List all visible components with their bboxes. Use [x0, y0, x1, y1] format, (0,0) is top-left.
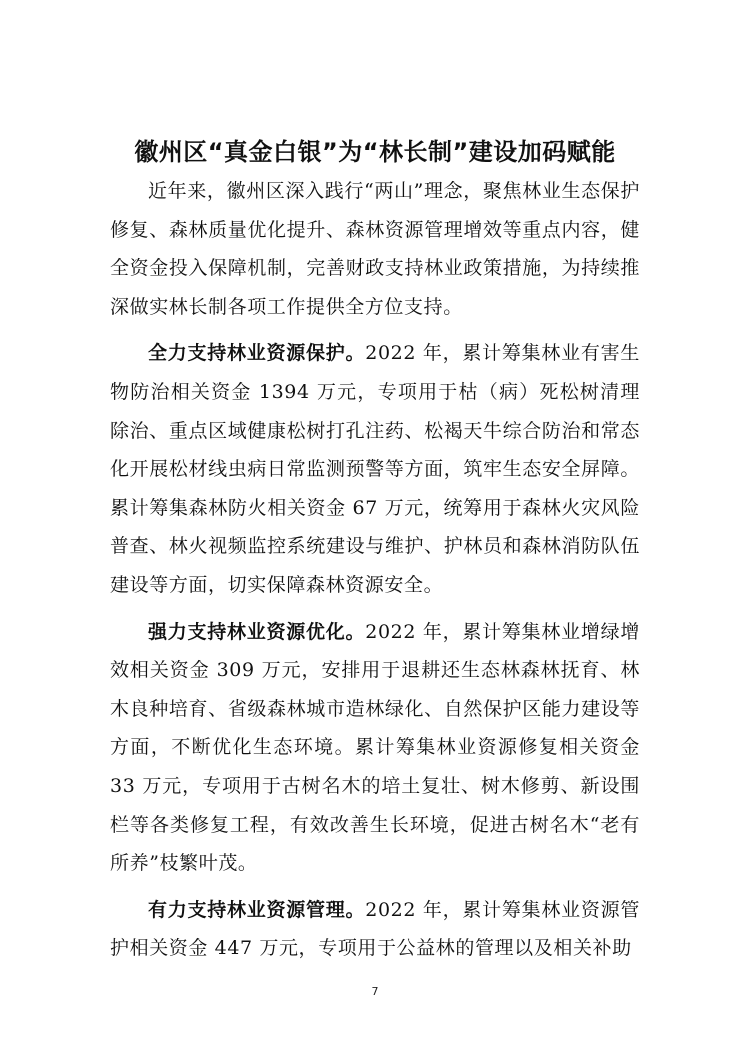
section-text-optimization: 2022 年，累计筹集林业增绿增效相关资金 309 万元，安排用于退耕还生态林森林抚育、林木良种培育、省级森林城市造林绿化、自然保护区能力建设等方面，不断优化生态环境。累计筹集林业资源修复相关资金 33 万元，专项用于古树名木的培土复壮、树木修剪、新设围栏等各类修复工程，有效改善生长环境，促进古树名木“老有所养”枝繁叶茂。: [110, 620, 640, 875]
section-text-protection: 2022 年，累计筹集林业有害生物防治相关资金 1394 万元，专项用于枯（病）死松树清理除治、重点区域健康松树打孔注药、松褐天牛综合防治和常态化开展松材线虫病日常监测预警等方面，筑牢生态安全屏障。累计筹集森林防火相关资金 67 万元，统筹用于森林火灾风险普查、林火视频监控系统建设与维护、护林员和森林消防队伍建设等方面，切实保障森林资源安全。: [110, 342, 640, 596]
intro-paragraph: 近年来，徽州区深入践行“两山”理念，聚焦林业生态保护修复、森林质量优化提升、森林资源管理增效等重点内容，健全资金投入保障机制，完善财政支持林业政策措施，为持续推深做实林长制各项工作提供全方位支持。: [110, 180, 640, 318]
section-management: [110, 891, 640, 968]
section-protection: [110, 334, 640, 604]
document-title: 徽州区“真金白银”为“林长制”建设加码赋能: [134, 138, 616, 166]
document-body: [110, 172, 640, 968]
section-text-management: 2022 年，累计筹集林业资源管护相关资金 447 万元，专项用于公益林的管理以及相关补助: [110, 898, 640, 960]
section-optimization: [110, 613, 640, 883]
section-heading-protection: 全力支持林业资源保护。: [148, 342, 366, 365]
section-heading-management: 有力支持林业资源管理。: [148, 898, 366, 921]
page-number: 7: [371, 985, 379, 998]
section-heading-optimization: 强力支持林业资源优化。: [148, 620, 366, 643]
